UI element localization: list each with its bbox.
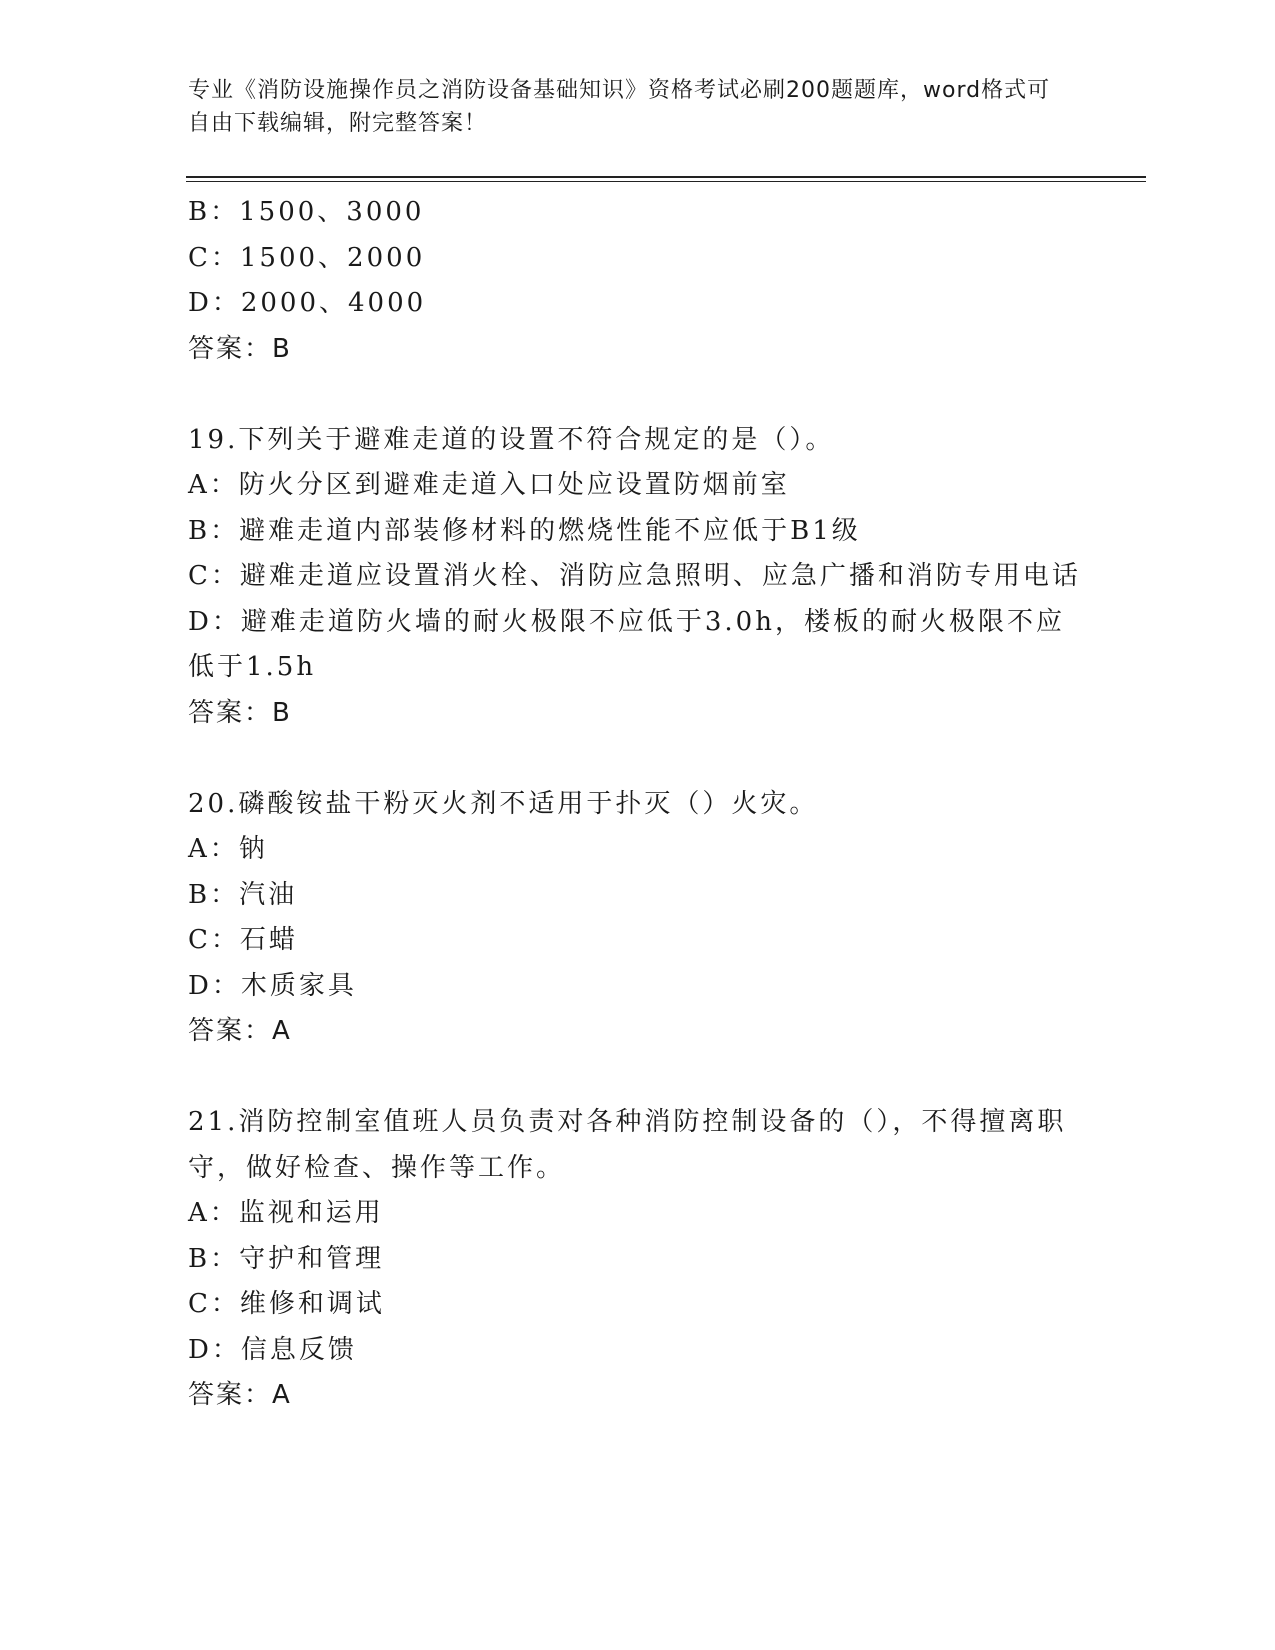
question-list <box>188 190 1088 1419</box>
question-text: 21.消防控制室值班人员负责对各种消防控制设备的（），不得擅离职守，做好检查、操作等工作。 <box>188 1107 1067 1183</box>
question-text: 20.磷酸铵盐干粉灭火剂不适用于扑灭（）火灾。 <box>188 788 819 819</box>
header-divider-thin <box>186 181 1146 182</box>
option-b: B：汽油 <box>188 879 298 910</box>
option-a: A：防火分区到避难走道入口处应设置防烟前室 <box>188 470 790 500</box>
question-21 <box>188 1100 1088 1419</box>
question-18-partial <box>188 190 1088 372</box>
option-c: C：石蜡 <box>188 925 298 955</box>
answer: 答案：A <box>188 1380 292 1410</box>
spacer <box>188 736 1088 782</box>
document-header: 专业《消防设施操作员之消防设备基础知识》资格考试必刷200题题库，word格式可自由下载编辑，附完整答案！ <box>188 78 1051 136</box>
option-d: D：2000、4000 <box>188 288 427 318</box>
answer: 答案：B <box>188 697 292 728</box>
question-19 <box>188 418 1088 737</box>
option-a: A：钠 <box>188 834 268 864</box>
header-divider-thick <box>186 176 1146 178</box>
option-d: D：木质家具 <box>188 970 357 1001</box>
option-d: D：避难走道防火墙的耐火极限不应低于3.0h，楼板的耐火极限不应低于1.5h <box>188 606 1065 682</box>
option-a: A：监视和运用 <box>188 1198 384 1228</box>
option-b: B：守护和管理 <box>188 1243 385 1274</box>
spacer <box>188 372 1088 418</box>
option-b: B：避难走道内部装修材料的燃烧性能不应低于B1级 <box>188 515 861 546</box>
option-c: C：避难走道应设置消火栓、消防应急照明、应急广播和消防专用电话 <box>188 561 1081 591</box>
spacer <box>188 1055 1088 1101</box>
answer: 答案：A <box>188 1016 292 1046</box>
option-d: D：信息反馈 <box>188 1334 357 1365</box>
question-20 <box>188 782 1088 1055</box>
option-b: B：1500、3000 <box>188 197 425 227</box>
option-c: C：维修和调试 <box>188 1289 385 1319</box>
answer: 答案：B <box>188 333 292 364</box>
question-text: 19.下列关于避难走道的设置不符合规定的是（）。 <box>188 424 835 455</box>
option-c: C：1500、2000 <box>188 242 426 273</box>
